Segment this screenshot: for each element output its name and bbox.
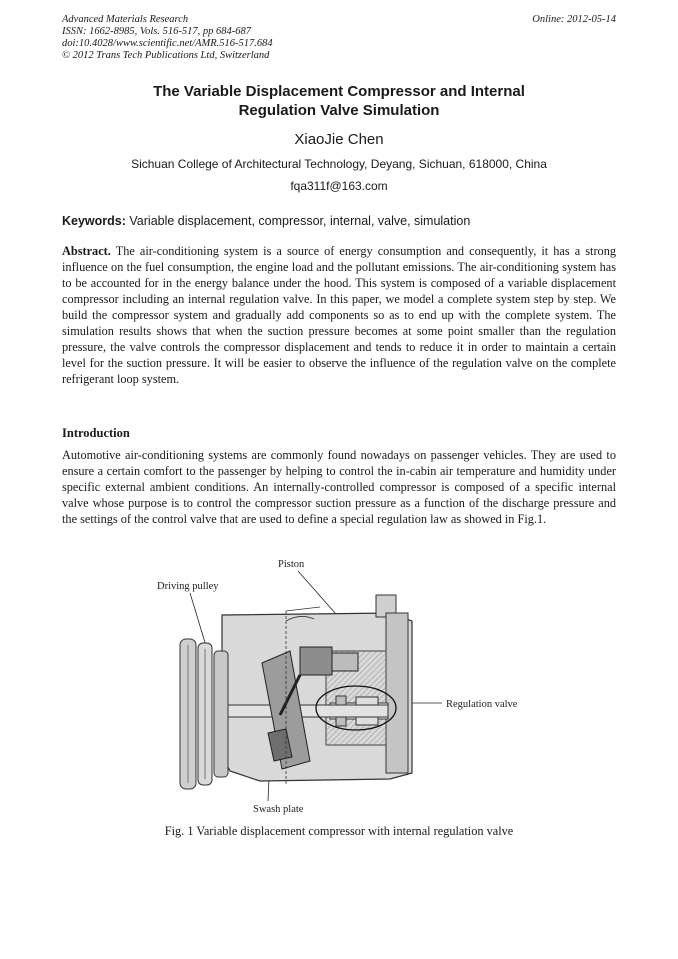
title-line-1: The Variable Displacement Compressor and Internal	[153, 83, 525, 100]
keywords-label: Keywords:	[62, 214, 126, 228]
abstract-label: Abstract.	[62, 244, 111, 258]
online-date: Online: 2012-05-14	[532, 14, 616, 25]
label-swash-plate: Swash plate	[253, 804, 304, 815]
abstract	[62, 243, 616, 387]
issn-line: ISSN: 1662-8985, Vols. 516-517, pp 684-687	[62, 26, 251, 37]
title-line-2: Regulation Valve Simulation	[238, 102, 440, 119]
author-email: fqa311f@163.com	[290, 179, 388, 193]
keywords-text: Variable displacement, compressor, internal, valve, simulation	[129, 214, 471, 228]
copyright-line: © 2012 Trans Tech Publications Ltd, Switzerland	[62, 50, 270, 61]
label-regulation-valve: Regulation valve	[446, 699, 518, 710]
doi-line: doi:10.4028/www.scientific.net/AMR.516-517.684	[62, 38, 273, 49]
paper-title	[62, 82, 616, 120]
figure-caption: Fig. 1 Variable displacement compressor with internal regulation valve	[164, 824, 514, 838]
compressor-diagram	[150, 555, 540, 817]
introduction-text: Automotive air-conditioning systems are commonly found nowadays on passenger vehicles. They are used to ensure a certain comfort to the passenger by helping to control the in-cabin air temperature and humidity under specific external ambient conditions. An internally-controlled compressor is composed of a specific internal valve whose purpose is to control the compressor suction pressure as a function of the discharge pressure and the settings of the control valve that are used to define a special regulation law as showed in Fig.1.	[62, 448, 616, 526]
journal-name: Advanced Materials Research	[62, 14, 189, 25]
affiliation: Sichuan College of Architectural Technology, Deyang, Sichuan, 618000, China	[131, 157, 547, 171]
driving-pulley	[180, 639, 228, 789]
compressor-housing	[222, 595, 412, 781]
page-header	[62, 14, 616, 62]
keywords	[62, 214, 616, 228]
section-heading-introduction: Introduction	[62, 426, 130, 440]
figure-compressor	[150, 555, 540, 817]
drive-shaft	[228, 705, 388, 717]
label-piston: Piston	[278, 559, 305, 570]
abstract-text: The air-conditioning system is a source of energy consumption and consequently, it has a strong influence on the fuel consumption, the engine load and the pollutant emissions. The air-conditioning system has to be accounted for in the energy balance under the hood. This system is composed of a variable displacement compressor including an internal regulation valve. In this paper, we model a complete system step by step. We build the compressor system and gradually add components so as to end up with the complete system. The simulation results shows that when the suction pressure becomes at some point smaller than the regulation pressure, the valve controls the compressor displacement and tends to reduce it in order to maintain a certain level for the suction pressure. It will be easier to observe the influence of the regulation valve on the complete refrigerant loop system.	[62, 244, 616, 386]
author-name: XiaoJie Chen	[294, 131, 384, 148]
label-driving-pulley: Driving pulley	[157, 581, 219, 592]
